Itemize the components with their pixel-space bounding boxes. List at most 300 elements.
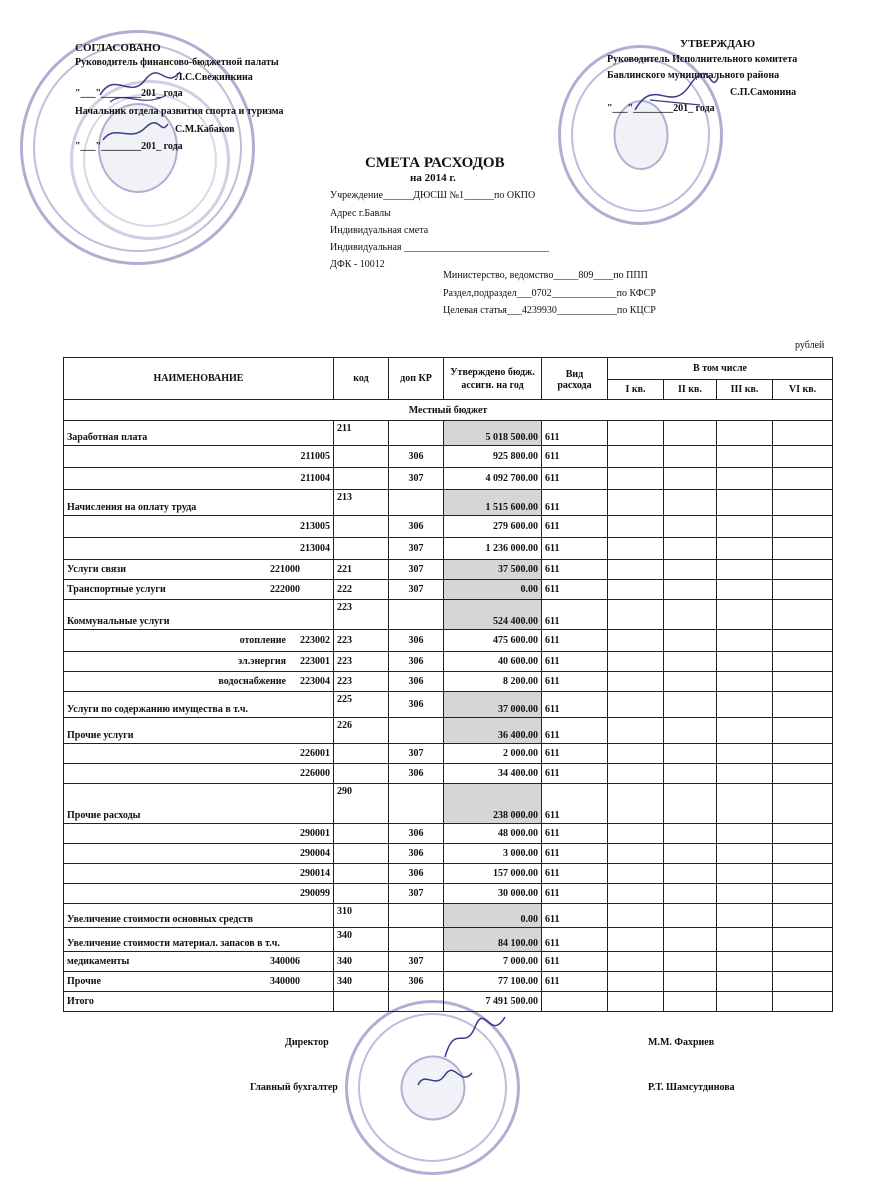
table-row [64,652,833,672]
approval-right-title: УТВЕРЖДАЮ [680,38,756,50]
item-name: водоснабжение [218,676,286,687]
cell-quarter [773,764,833,784]
cell-amount: 475 600.00 [444,630,542,652]
cell-quarter [773,538,833,560]
cell-quarter [717,972,773,992]
table-row [64,468,833,490]
cell-code: 213 [334,490,389,516]
cell-code [334,884,389,904]
cell-quarter [717,928,773,952]
approval-left-title: СОГЛАСОВАНО [75,42,161,54]
cell-dop-kr: 306 [389,672,444,692]
cell-name [64,421,334,446]
cell-dop-kr [389,421,444,446]
cell-quarter [773,692,833,718]
accountant-label: Главный бухгалтер [250,1082,338,1093]
cell-dop-kr: 307 [389,744,444,764]
table-row [64,784,833,824]
cell-quarter [608,824,664,844]
cell-quarter [717,864,773,884]
header-type-top: Вид [542,358,608,380]
cell-amount: 30 000.00 [444,884,542,904]
cell-quarter [608,952,664,972]
table-row [64,600,833,630]
cell-quarter [773,468,833,490]
cell-quarter [664,824,717,844]
cell-amount: 1 515 600.00 [444,490,542,516]
cell-amount: 5 018 500.00 [444,421,542,446]
cell-quarter [773,972,833,992]
cell-quarter [773,884,833,904]
cell-code: 340 [334,972,389,992]
cell-quarter [608,972,664,992]
cell-quarter [773,672,833,692]
table-row [64,824,833,844]
item-name: Услуги по содержанию имущества в т.ч. [67,704,249,715]
cell-type: 611 [542,630,608,652]
item-subcode: 221000 [270,564,300,575]
cell-amount: 4 092 700.00 [444,468,542,490]
cell-dop-kr: 306 [389,764,444,784]
item-subcode: 211004 [300,473,330,484]
cell-code [334,764,389,784]
cell-quarter [664,904,717,928]
cell-code: 223 [334,652,389,672]
cell-dop-kr [389,992,444,1012]
cell-quarter [608,468,664,490]
table-row [64,490,833,516]
cell-quarter [717,468,773,490]
item-name: эл.энергия [237,656,286,667]
table-row [64,630,833,652]
cell-name [64,952,334,972]
cell-code [334,992,389,1012]
target-line: Целевая статья___4239930____________по КЦСР [443,305,656,316]
cell-quarter [773,652,833,672]
cell-name [64,468,334,490]
cell-quarter [664,718,717,744]
cell-quarter [664,580,717,600]
accountant-name: Р.Т. Шамсутдинова [648,1082,735,1093]
cell-name [64,884,334,904]
cell-quarter [773,600,833,630]
cell-amount: 524 400.00 [444,600,542,630]
table-row [64,692,833,718]
cell-dop-kr: 306 [389,844,444,864]
item-subcode: 223004 [300,676,330,687]
cell-type: 611 [542,538,608,560]
dfk-line: ДФК - 10012 [330,259,385,270]
cell-quarter [608,844,664,864]
cell-quarter [608,718,664,744]
institution-line: Учреждение______ДЮСШ №1______по ОКПО [330,190,536,201]
cell-quarter [664,421,717,446]
cell-quarter [717,844,773,864]
cell-type: 611 [542,580,608,600]
cell-name [64,784,334,824]
cell-quarter [608,928,664,952]
cell-code: 223 [334,630,389,652]
item-subcode: 290099 [300,888,330,899]
cell-quarter [717,692,773,718]
cell-quarter [773,421,833,446]
cell-name [64,864,334,884]
cell-quarter [608,764,664,784]
cell-dop-kr: 306 [389,630,444,652]
cell-name [64,446,334,468]
signature-scribble-icon [95,60,185,110]
cell-name [64,972,334,992]
cell-quarter [608,904,664,928]
item-name: Начисления на оплату труда [67,502,197,513]
cell-quarter [773,864,833,884]
cell-type: 611 [542,692,608,718]
cell-amount: 77 100.00 [444,972,542,992]
cell-quarter [664,928,717,952]
cell-quarter [664,764,717,784]
section-title: Местный бюджет [64,400,833,421]
cell-code: 223 [334,672,389,692]
cell-code: 211 [334,421,389,446]
cell-amount: 7 491 500.00 [444,992,542,1012]
item-name: Заработная плата [67,432,148,443]
cell-name [64,692,334,718]
item-subcode: 290004 [300,848,330,859]
cell-quarter [717,672,773,692]
cell-type: 611 [542,652,608,672]
cell-name [64,490,334,516]
cell-quarter [608,864,664,884]
table-row [64,538,833,560]
approval-left-signer1: Л.С.Свежинкина [175,72,253,83]
header-code: код [334,358,389,400]
header-including: В том числе [608,358,833,380]
cell-amount: 1 236 000.00 [444,538,542,560]
individual-line: Индивидуальная _____________________________ [330,242,550,253]
approval-right-line1: Руководитель Исполнительного комитета [607,54,798,65]
cell-quarter [773,952,833,972]
cell-name [64,630,334,652]
cell-type: 611 [542,744,608,764]
address-line: Адрес г.Бавлы [330,208,391,219]
cell-quarter [717,652,773,672]
cell-type: 611 [542,824,608,844]
cell-type: 611 [542,468,608,490]
director-label: Директор [285,1037,329,1048]
cell-name [64,516,334,538]
cell-quarter [773,824,833,844]
item-name: Итого [67,996,94,1007]
cell-dop-kr: 306 [389,824,444,844]
table-row [64,992,833,1012]
item-name: Прочие услуги [67,730,134,741]
estimate-type-line: Индивидуальная смета [330,225,429,236]
cell-dop-kr: 306 [389,972,444,992]
cell-quarter [664,784,717,824]
header-q1: I кв. [608,380,664,400]
header-q3: III кв. [717,380,773,400]
table-row [64,904,833,928]
cell-code: 222 [334,580,389,600]
cell-code [334,824,389,844]
item-name: отопление [239,635,286,646]
cell-quarter [608,784,664,824]
cell-quarter [608,600,664,630]
cell-amount: 925 800.00 [444,446,542,468]
cell-quarter [717,421,773,446]
cell-quarter [608,580,664,600]
cell-type: 611 [542,784,608,824]
signature-scribble-icon [415,1065,475,1095]
cell-amount: 36 400.00 [444,718,542,744]
approval-left-date2: "___"________201_ года [75,141,183,152]
budget-table [63,357,833,1012]
cell-quarter [717,446,773,468]
cell-name [64,672,334,692]
item-subcode: 226001 [300,748,330,759]
signature-scribble-icon [630,70,720,120]
cell-type: 611 [542,490,608,516]
item-subcode: 213005 [300,521,330,532]
cell-type: 611 [542,718,608,744]
table-row [64,516,833,538]
cell-quarter [717,784,773,824]
cell-quarter [608,560,664,580]
cell-code: 310 [334,904,389,928]
item-subcode: 290014 [300,868,330,879]
cell-amount: 279 600.00 [444,516,542,538]
cell-type: 611 [542,928,608,952]
cell-quarter [773,928,833,952]
cell-dop-kr [389,600,444,630]
cell-quarter [664,538,717,560]
cell-amount: 40 600.00 [444,652,542,672]
signature-scribble-icon [440,1012,510,1062]
table-row [64,884,833,904]
cell-quarter [773,560,833,580]
cell-type: 611 [542,421,608,446]
cell-code: 223 [334,600,389,630]
item-name: Увеличение стоимости основных средств [67,914,254,925]
item-subcode: 223002 [300,635,330,646]
item-name: Транспортные услуги [67,584,166,595]
cell-name [64,928,334,952]
cell-quarter [773,992,833,1012]
cell-quarter [773,490,833,516]
cell-amount: 37 000.00 [444,692,542,718]
cell-quarter [664,516,717,538]
approval-right-line2: Бавлинского муниципального района [607,70,780,81]
cell-quarter [608,672,664,692]
cell-amount: 7 000.00 [444,952,542,972]
cell-quarter [608,630,664,652]
cell-amount: 0.00 [444,904,542,928]
cell-name [64,992,334,1012]
cell-name [64,844,334,864]
cell-amount: 84 100.00 [444,928,542,952]
cell-quarter [608,516,664,538]
item-subcode: 223001 [300,656,330,667]
cell-type: 611 [542,864,608,884]
cell-name [64,744,334,764]
cell-code [334,538,389,560]
header-name: НАИМЕНОВАНИЕ [64,358,334,400]
cell-amount: 157 000.00 [444,864,542,884]
table-row [64,446,833,468]
header-q4: VI кв. [773,380,833,400]
cell-type: 611 [542,764,608,784]
cell-name [64,652,334,672]
cell-quarter [608,490,664,516]
cell-quarter [717,718,773,744]
cell-dop-kr: 306 [389,516,444,538]
document-subtitle: на 2014 г. [410,172,456,184]
section-line: Раздел,подраздел___0702_____________по КФСР [443,288,656,299]
cell-code: 340 [334,928,389,952]
ministry-line: Министерство, ведомство_____809____по ППП [443,270,648,281]
cell-amount: 238 000.00 [444,784,542,824]
item-subcode: 290001 [300,828,330,839]
cell-quarter [717,560,773,580]
cell-code: 226 [334,718,389,744]
table-row [64,672,833,692]
cell-quarter [717,904,773,928]
cell-quarter [717,516,773,538]
cell-dop-kr: 307 [389,884,444,904]
item-name: Коммунальные услуги [67,616,170,627]
cell-quarter [773,744,833,764]
cell-type [542,992,608,1012]
item-subcode: 222000 [270,584,300,595]
cell-type: 611 [542,972,608,992]
header-approved: Утверждено бюдж. ассигн. на год [444,358,542,400]
approval-right-date: "___"________201_ года [607,103,715,114]
cell-type: 611 [542,516,608,538]
cell-code [334,844,389,864]
table-row [64,864,833,884]
header-dop-kr: доп КР [389,358,444,400]
cell-quarter [664,600,717,630]
cell-quarter [773,516,833,538]
item-name: медикаменты [67,956,130,967]
table-row [64,952,833,972]
cell-dop-kr: 306 [389,864,444,884]
cell-type: 611 [542,884,608,904]
cell-name [64,600,334,630]
approval-left-signer2: С.М.Кабаков [175,124,235,135]
item-subcode: 213004 [300,543,330,554]
cell-quarter [664,884,717,904]
cell-quarter [664,992,717,1012]
cell-quarter [608,884,664,904]
approval-left-line1: Руководитель финансово-бюджетной палаты [75,57,279,68]
cell-amount: 8 200.00 [444,672,542,692]
cell-amount: 48 000.00 [444,824,542,844]
cell-quarter [664,652,717,672]
cell-quarter [717,884,773,904]
table-row [64,972,833,992]
cell-quarter [664,972,717,992]
cell-quarter [608,652,664,672]
header-type-bottom: расхода [542,380,608,400]
cell-code [334,744,389,764]
table-row [64,580,833,600]
cell-dop-kr [389,928,444,952]
cell-code: 290 [334,784,389,824]
cell-dop-kr: 307 [389,538,444,560]
approval-left-line2: Начальник отдела развития спорта и туризма [75,106,284,117]
cell-dop-kr: 307 [389,580,444,600]
signature-scribble-icon [100,118,170,148]
table-row [64,421,833,446]
cell-dop-kr: 307 [389,468,444,490]
cell-quarter [773,784,833,824]
cell-code: 340 [334,952,389,972]
cell-quarter [664,490,717,516]
item-subcode: 340006 [270,956,300,967]
cell-quarter [717,764,773,784]
cell-quarter [773,446,833,468]
cell-quarter [664,844,717,864]
table-row [64,560,833,580]
cell-quarter [608,538,664,560]
cell-quarter [773,580,833,600]
cell-name [64,538,334,560]
cell-type: 611 [542,844,608,864]
approval-left-date1: "___"________201_ года [75,88,183,99]
cell-quarter [664,630,717,652]
cell-type: 611 [542,600,608,630]
cell-quarter [664,446,717,468]
cell-name [64,904,334,928]
cell-name [64,824,334,844]
cell-name [64,560,334,580]
cell-quarter [608,744,664,764]
cell-quarter [717,538,773,560]
table-row [64,744,833,764]
cell-type: 611 [542,672,608,692]
cell-quarter [608,446,664,468]
item-subcode: 226000 [300,768,330,779]
cell-type: 611 [542,952,608,972]
cell-quarter [664,560,717,580]
currency-label: рублей [795,340,825,351]
cell-quarter [664,692,717,718]
cell-quarter [717,600,773,630]
document-title: СМЕТА РАСХОДОВ [365,155,505,171]
cell-quarter [608,692,664,718]
cell-code [334,516,389,538]
cell-name [64,764,334,784]
item-name: Услуги связи [67,564,127,575]
cell-quarter [664,468,717,490]
cell-name [64,580,334,600]
cell-dop-kr: 307 [389,952,444,972]
cell-code [334,446,389,468]
cell-dop-kr [389,490,444,516]
item-name: Увеличение стоимости материал. запасов в т.ч. [67,938,280,949]
cell-quarter [664,952,717,972]
director-name: М.М. Фахриев [648,1037,715,1048]
cell-code: 225 [334,692,389,718]
cell-dop-kr: 306 [389,652,444,672]
cell-type: 611 [542,904,608,928]
cell-amount: 37 500.00 [444,560,542,580]
item-name: Прочие [67,976,101,987]
cell-quarter [773,718,833,744]
cell-quarter [773,630,833,652]
header-q2: II кв. [664,380,717,400]
